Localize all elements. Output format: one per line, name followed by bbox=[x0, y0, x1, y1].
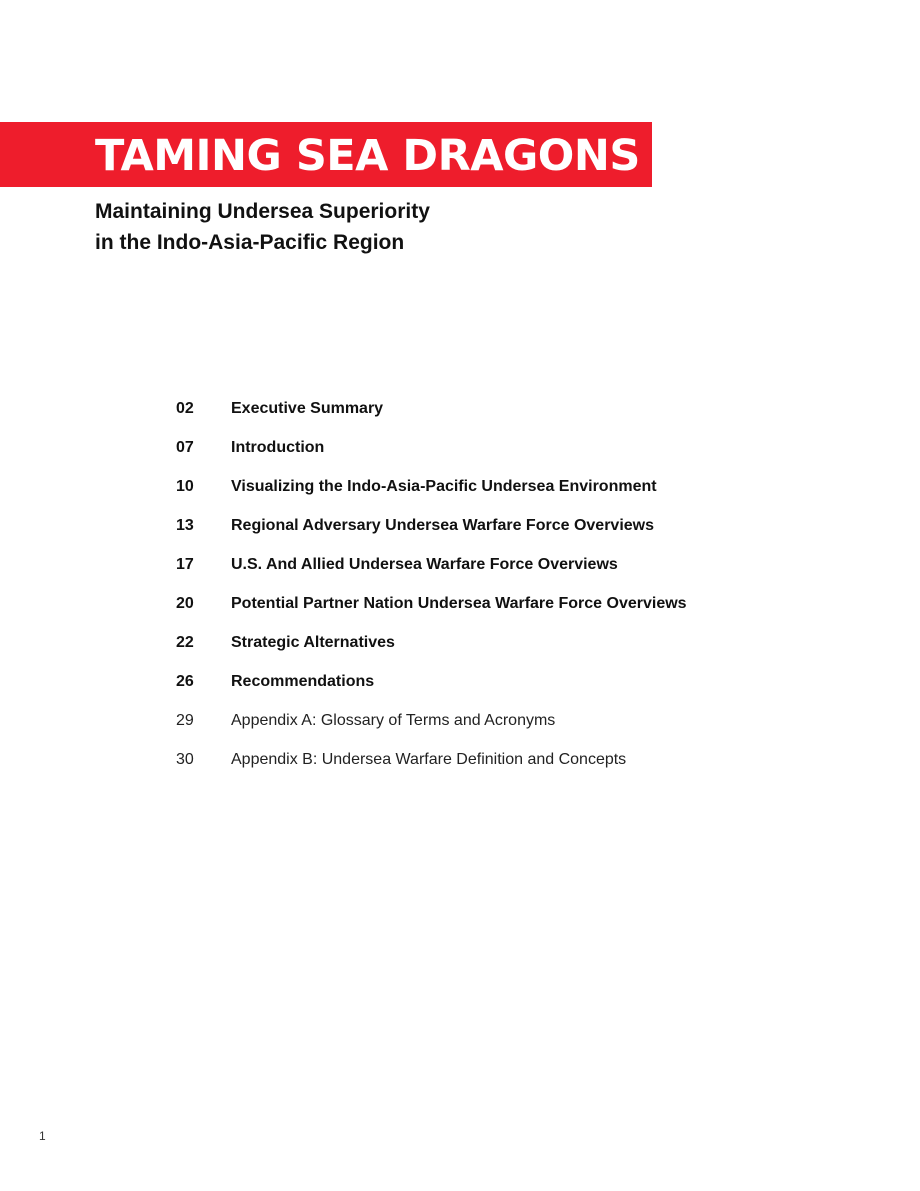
toc-entry-label: Potential Partner Nation Undersea Warfare Force Overviews bbox=[231, 594, 687, 612]
toc-entry-partner-nation[interactable] bbox=[176, 584, 816, 623]
document-subtitle bbox=[95, 196, 695, 258]
toc-entry-recommendations[interactable] bbox=[176, 662, 816, 701]
toc-page-number: 20 bbox=[176, 594, 194, 612]
toc-entry-label: Strategic Alternatives bbox=[231, 633, 395, 651]
toc-page-number: 30 bbox=[176, 750, 194, 768]
toc-entry-label: Executive Summary bbox=[231, 399, 384, 417]
toc-page-number: 26 bbox=[176, 672, 194, 690]
toc-entry-label: U.S. And Allied Undersea Warfare Force Overviews bbox=[231, 555, 618, 573]
toc-entry-label: Introduction bbox=[231, 438, 325, 456]
document-title: TAMING SEA DRAGONS bbox=[95, 131, 640, 181]
page-number: 1 bbox=[39, 1129, 46, 1143]
toc-entry-strategic-alternatives[interactable] bbox=[176, 623, 816, 662]
toc-entry-executive-summary[interactable] bbox=[176, 389, 816, 428]
toc-entry-label: Recommendations bbox=[231, 672, 375, 690]
toc-page-number: 22 bbox=[176, 633, 194, 651]
subtitle-line-2: in the Indo-Asia-Pacific Region bbox=[95, 231, 405, 254]
toc-entry-label: Visualizing the Indo-Asia-Pacific Undersea Environment bbox=[231, 477, 657, 495]
toc-page-number: 02 bbox=[176, 399, 194, 417]
toc-entry-us-allied[interactable] bbox=[176, 545, 816, 584]
toc-page-number: 07 bbox=[176, 438, 194, 456]
toc-entry-visualizing-environment[interactable] bbox=[176, 467, 816, 506]
toc-entry-regional-adversary[interactable] bbox=[176, 506, 816, 545]
toc-page-number: 10 bbox=[176, 477, 194, 495]
toc-page-number: 17 bbox=[176, 555, 194, 573]
toc-entry-label: Regional Adversary Undersea Warfare Force Overviews bbox=[231, 516, 654, 534]
toc-entry-appendix-a[interactable] bbox=[176, 701, 816, 740]
title-banner bbox=[0, 122, 652, 187]
toc-entry-label: Appendix A: Glossary of Terms and Acronyms bbox=[231, 711, 556, 729]
table-of-contents bbox=[176, 389, 816, 779]
toc-entry-label: Appendix B: Undersea Warfare Definition and Concepts bbox=[231, 750, 627, 768]
toc-page-number: 29 bbox=[176, 711, 194, 729]
toc-entry-appendix-b[interactable] bbox=[176, 740, 816, 779]
toc-page-number: 13 bbox=[176, 516, 194, 534]
subtitle-line-1: Maintaining Undersea Superiority bbox=[95, 200, 430, 223]
toc-entry-introduction[interactable] bbox=[176, 428, 816, 467]
